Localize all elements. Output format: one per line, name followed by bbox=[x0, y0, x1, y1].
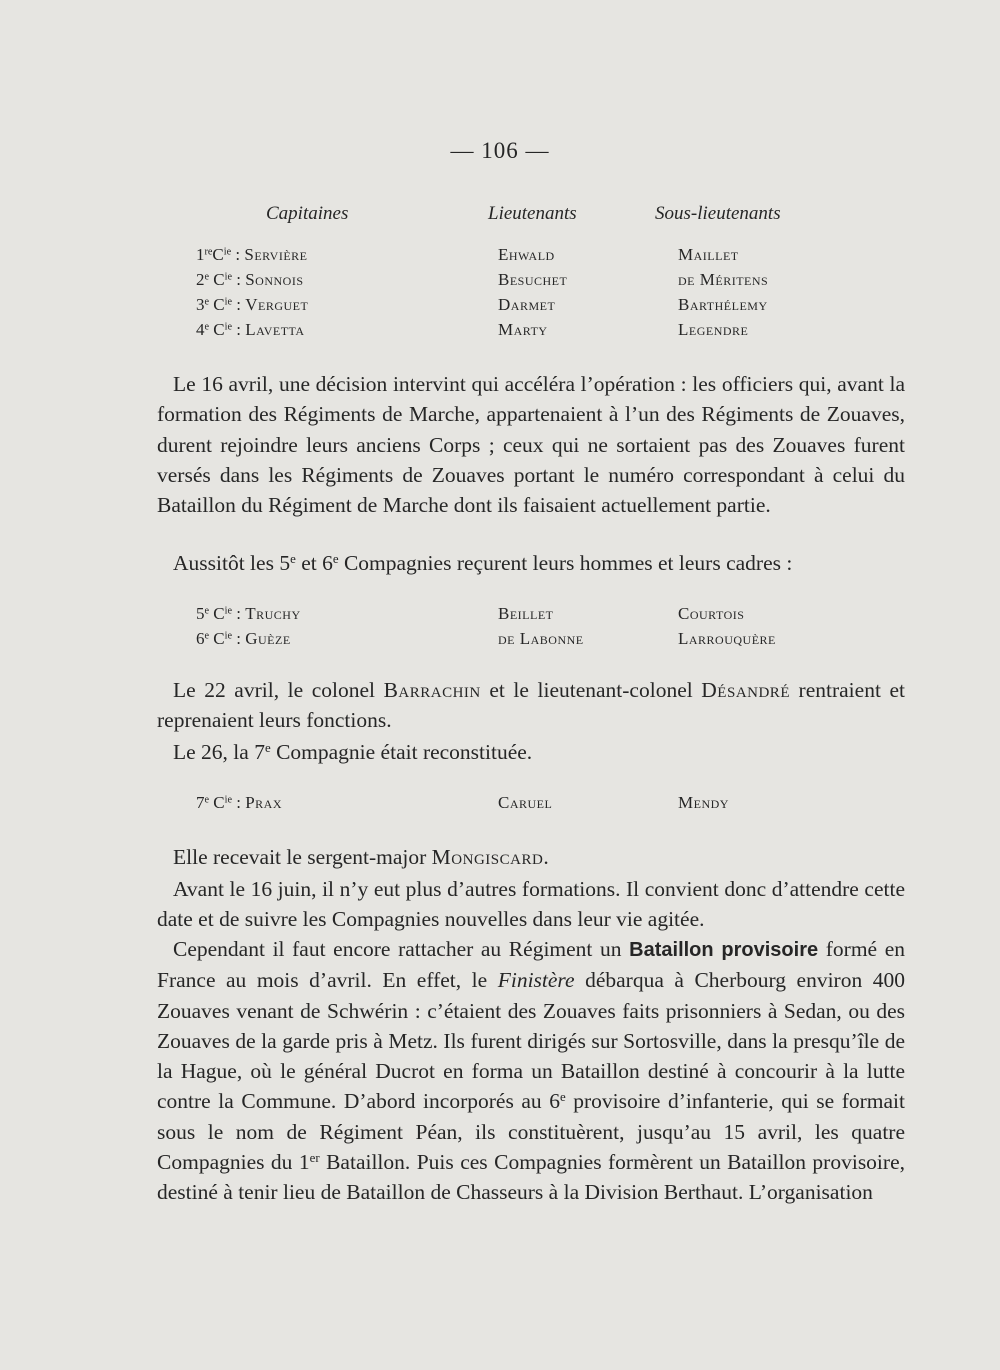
sub-lieutenant-name: Barthélemy bbox=[678, 295, 768, 314]
officer-row bbox=[0, 270, 1000, 295]
officer-table-2 bbox=[0, 604, 1000, 654]
paragraph-4: Le 26, la 7e Compagnie était reconstituée. bbox=[173, 740, 533, 764]
officer-table-headers bbox=[0, 203, 1000, 233]
company-captain: 3e $C^{ie}$ : Verguet bbox=[196, 295, 309, 314]
sub-lieutenant-name: Courtois bbox=[678, 604, 745, 623]
paragraph-2: Aussitôt les 5e et 6e Compagnies reçurent leurs hommes et leurs cadres : bbox=[173, 551, 793, 575]
paragraph-7: Cependant il faut encore rattacher au Régiment un Bataillon provisoire formé en France au mois d’avril. En effet, le Finistère débarqua à Cherbourg environ 400 Zouaves venant de Schwérin : c’étaient des Zouaves faits prisonniers à Sedan, ou des Zouaves de la garde pris à Metz. Ils furent dirigés sur Sortosville, dans la presqu’île de la Hague, où le général Ducrot en forma un Bataillon destiné à concourir à la lutte contre la Commune. D’abord incorporés au 6e provisoire d’infanterie, qui se formait sous le nom de Régiment Péan, ils constituèrent, jusqu’au 15 avril, les quatre Compagnies du 1er Bataillon. Puis ces Compagnies formèrent un Bataillon provisoire, destiné à tenir lieu de Bataillon de Chasseurs à la Division Berthaut. L’organisation bbox=[157, 937, 905, 1205]
sub-lieutenant-name: Larrouquère bbox=[678, 629, 776, 648]
officer-row bbox=[0, 793, 1000, 818]
sub-lieutenant-name: Legendre bbox=[678, 320, 749, 339]
sub-lieutenant-name: Maillet bbox=[678, 245, 739, 264]
header-sub-lieutenants: Sous-lieutenants bbox=[655, 203, 781, 224]
lieutenant-name: Darmet bbox=[498, 295, 556, 314]
lieutenant-name: Caruel bbox=[498, 793, 553, 812]
header-captains: Capitaines bbox=[266, 203, 349, 224]
lieutenant-name: Besuchet bbox=[498, 270, 568, 289]
company-captain: 4e $C^{ie}$ : Lavetta bbox=[196, 320, 305, 339]
officer-table-1 bbox=[0, 245, 1000, 345]
paragraph-5: Elle recevait le sergent-major Mongiscard. bbox=[173, 845, 549, 869]
company-captain: 5e $C^{ie}$ : Truchy bbox=[196, 604, 301, 623]
company-captain: 2e $C^{ie}$ : Sonnois bbox=[196, 270, 304, 289]
officer-row bbox=[0, 320, 1000, 345]
lieutenant-name: de Labonne bbox=[498, 629, 584, 648]
officer-row bbox=[0, 629, 1000, 654]
company-captain: 7e $C^{ie}$ : Prax bbox=[196, 793, 283, 812]
sub-lieutenant-name: de Méritens bbox=[678, 270, 769, 289]
paragraph-3: Le 22 avril, le colonel Barrachin et le lieutenant-colonel Désandré rentraient et reprenaient leurs fonctions. bbox=[157, 678, 905, 733]
lieutenant-name: Marty bbox=[498, 320, 548, 339]
paragraph-6: Avant le 16 juin, il n’y eut plus d’autres formations. Il convient donc d’attendre cette date et de suivre les Compagnies nouvelles dans leur vie agitée. bbox=[157, 877, 905, 932]
lieutenant-name: Beillet bbox=[498, 604, 554, 623]
page-number: — 106 — bbox=[450, 138, 550, 163]
sub-lieutenant-name: Mendy bbox=[678, 793, 729, 812]
lieutenant-name: Ehwald bbox=[498, 245, 555, 264]
company-captain: $1reC^{ie}$ : Servière bbox=[196, 245, 308, 264]
paragraph-1: Le 16 avril, une décision intervint qui accéléra l’opération : les officiers qui, avant la formation des Régiments de Marche, appartenaient à l’un des Régiments de Zouaves, durent rejoindre leurs anciens Corps ; ceux qui ne sortaient pas des Zouaves furent versés dans les Régiments de Zouaves portant le numéro correspondant à celui du Bataillon du Régiment de Marche dont ils faisaient actuellement partie. bbox=[157, 372, 905, 518]
company-captain: 6e $C^{ie}$ : Guèze bbox=[196, 629, 291, 648]
header-lieutenants: Lieutenants bbox=[488, 203, 577, 224]
officer-table-3 bbox=[0, 793, 1000, 818]
officer-row bbox=[0, 295, 1000, 320]
officer-row bbox=[0, 245, 1000, 270]
officer-row bbox=[0, 604, 1000, 629]
